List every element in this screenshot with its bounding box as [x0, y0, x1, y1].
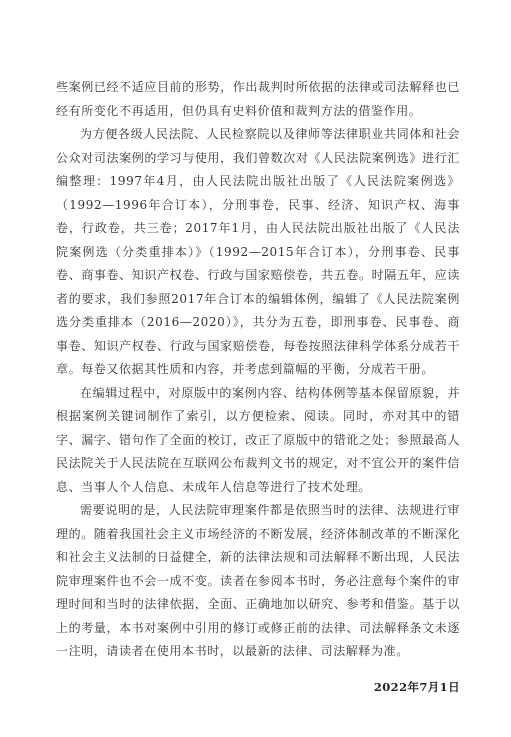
paragraph-continuation: 些案例已经不适应目前的形势，作出裁判时所依据的法律或司法解释也已经有所变化不再适用，但仍具有史料价值和裁判方法的借鉴作用。	[56, 80, 460, 118]
document-body	[56, 76, 460, 694]
document-date: 2022年7月1日	[373, 679, 460, 694]
paragraph-editing-process: 在编辑过程中，对原版中的案例内容、结构体例等基本保留原貌，并根据案例关键词制作了索引，以方便检索、阅读。同时，亦对其中的错字、漏字、错句作了全面的校订，改正了原版中的错讹之处；参照最高人民法院关于人民法院在互联网公布裁判文书的规定，对不宜公开的案件信息、当事人个人信息、未成年人信息等进行了技术处理。	[56, 385, 460, 494]
paragraph-compilation-history: 为方便各级人民法院、人民检察院以及律师等法律职业共同体和社会公众对司法案例的学习与使用，我们曾数次对《人民法院案例选》进行汇编整理：1997年4月，由人民法院出版社出版了《人民法院案例选》（1992—1996年合订本），分刑事卷，民事、经济、知识产权、海事卷，行政卷，共三卷；2017年1月，由人民法院出版社出版了《人民法院案例选（分类重排本）》（1992—2015年合订本），分刑事卷、民事卷、商事卷、知识产权卷、行政与国家赔偿卷，共五卷。时隔五年，应读者的要求，我们参照2017年合订本的编辑体例，编辑了《人民法院案例选分类重排本（2016—2020）》，共分为五卷，即刑事卷、民事卷、商事卷、知识产权卷、行政与国家赔偿卷，每卷按照法律科学体系分成若干章。每卷又依据其性质和内容，并考虑到篇幅的平衡，分成若干册。	[56, 127, 460, 376]
paragraph-usage-note: 需要说明的是，人民法院审理案件都是依照当时的法律、法规进行审理的。随着我国社会主义市场经济的不断发展，经济体制改革的不断深化和社会主义法制的日益健全，新的法律法规和司法解释不断出现，人民法院审理案件也不会一成不变。读者在参阅本书时，务必注意每个案件的审理时间和当时的法律依据，全面、正确地加以研究、参考和借鉴。基于以上的考量，本书对案例中引用的修订或修正前的法律、司法解释条文未逐一注明，请读者在使用本书时，以最新的法律、司法解释为准。	[56, 503, 460, 658]
